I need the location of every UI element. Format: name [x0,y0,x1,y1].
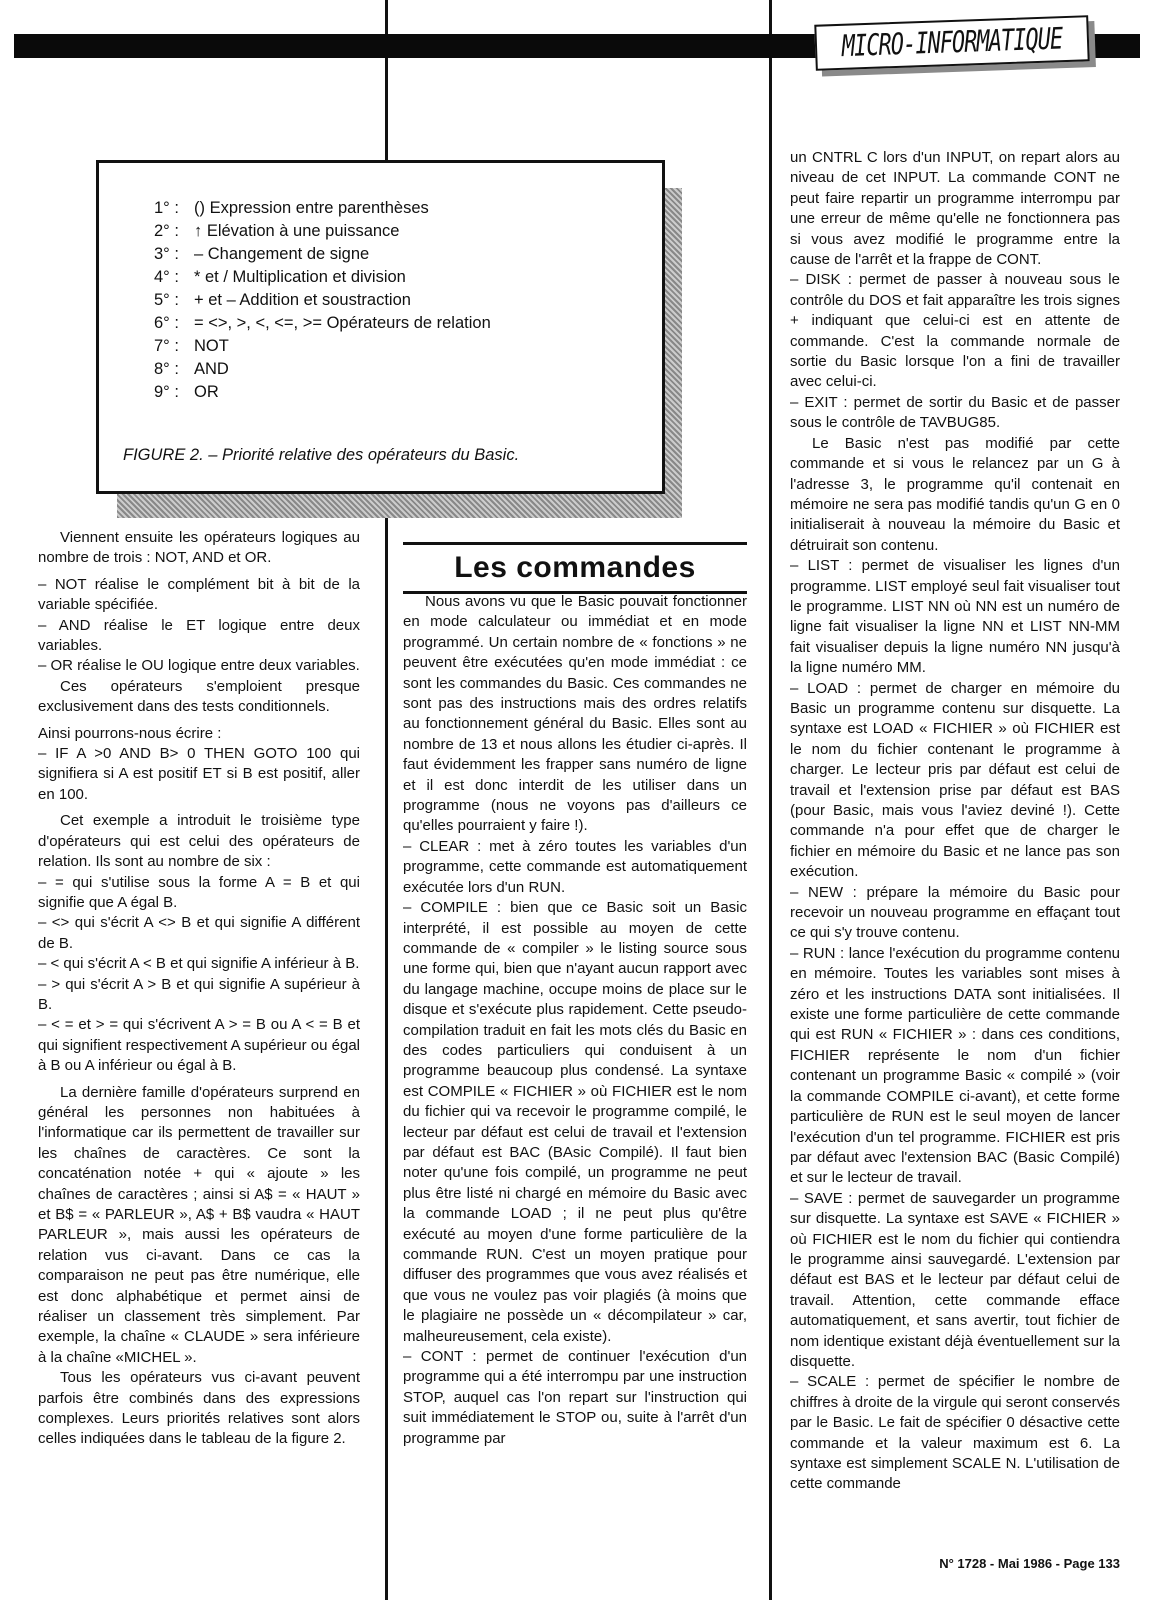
figure-2-box [96,160,665,494]
paragraph: – SAVE : permet de sauvegarder un programme sur disquette. La syntaxe est SAVE « FICHIER » où FICHIER est le nom du fichier qui contiendra le programme ainsi sauvegardé. L'extension par défaut est BAS et le lecteur par défaut celui de travail. Attention, cette commande efface automatiquement, et sans avertir, tout fichier de nom identique existant déjà éventuellement sur la disquette. [790,1189,1120,1370]
middle-column [403,592,747,1449]
paragraph: La dernière famille d'opérateurs surprend en général les personnes non habituées à l'informatique car ils permettent de travailler sur les chaînes de caractères. Ce sont la concaténation notée + qui « ajoute » les chaînes de caractères ; ainsi si A$ = « HAUT » et B$ = « PARLEUR », A$ + B$ vaudra « HAUT PARLEUR », mais aussi les opérateurs de relation vus ci-avant. Dans ce cas la comparaison ne peut pas être numérique, elle est donc alphabétique et permet ainsi de réaliser un classement très simplement. Par exemple, la chaîne « CLAUDE » sera inférieure à la chaîne «MICHEL ». [38,1083,360,1366]
paragraph: Viennent ensuite les opérateurs logiques au nombre de trois : NOT, AND et OR. [38,529,360,567]
paragraph: – IF A >0 AND B> 0 THEN GOTO 100 qui signifiera si A est positif ET si B est positif, aller en 100. [38,745,360,803]
paragraph: – NOT réalise le complément bit à bit de la variable spécifiée. [38,575,360,614]
priority-row: 6° : = <>, >, <, <=, >= Opérateurs de relation [154,314,491,332]
paragraph: – LIST : permet de visualiser les lignes d'un programme. LIST employé seul fait visualiser tout le programme. LIST NN où NN est un numéro de ligne fait visualiser la ligne NN et LIST NN-MM fait visualiser depuis la ligne numéro NN jusqu'à la ligne numéro MM. [790,557,1120,677]
left-column [38,528,360,1450]
paragraph: – EXIT : permet de sortir du Basic et de passer sous le contrôle de TAVBUG85. [790,393,1120,432]
paragraph: – CLEAR : met à zéro toutes les variables d'un programme, cette commande est automatiquement exécutée lors d'un RUN. [403,837,747,896]
priority-row: 3° : – Changement de signe [154,245,370,263]
paragraph: Ainsi pourrons-nous écrire : [38,724,222,742]
paragraph: Cet exemple a introduit le troisième type d'opérateurs qui est celui des opérateurs de relation. Ils sont au nombre de six : [38,812,360,871]
paragraph: – AND réalise le ET logique entre deux variables. [38,616,360,655]
paragraph: Nous avons vu que le Basic pouvait fonctionner en mode calculateur ou immédiat et en mode programmé. Un certain nombre de « fonctions » ne peuvent être exécutées qu'en mode immédiat : ce sont les commandes du Basic. Ces commandes ne sont pas des instructions mais des ordres relatifs au fonctionnement général du Basic. Elles sont au nombre de 13 et nous allons les étudier ci-après. Il faut évidemment les frapper sans numéro de ligne et il est donc interdit de les utiliser dans un programme (nous ne voyons pas d'ailleurs ce qu'elles pourraient y faire !). [403,593,747,835]
paragraph: – LOAD : permet de charger en mémoire du Basic un programme contenu sur disquette. La syntaxe est LOAD « FICHIER » où FICHIER est le nom du fichier contenant le programme à charger. Le lecteur pris par défaut est celui de travail et l'extension prise par défaut est BAS (pour Basic, mais vous l'aviez deviné !). Cette commande n'a pour effet que de charger le fichier en mémoire du Basic et ne lance pas son exécution. [790,679,1120,881]
page-footer: N° 1728 - Mai 1986 - Page 133 [939,1556,1120,1571]
priority-row: 2° : ↑ Elévation à une puissance [154,222,400,240]
paragraph: – NEW : prépare la mémoire du Basic pour recevoir un nouveau programme en effaçant tout ce qui s'y trouve contenu. [790,883,1120,942]
priority-row: 8° : AND [154,360,229,378]
paragraph: Tous les opérateurs vus ci-avant peuvent parfois être combinés dans des expressions complexes. Leurs priorités relatives sont alors celles indiquées dans le tableau de la figure 2. [38,1369,360,1448]
paragraph: – OR réalise le OU logique entre deux variables. [38,657,360,675]
paragraph: – SCALE : permet de spécifier le nombre de chiffres à droite de la virgule qui seront conservés par le Basic. Le fait de spécifier 0 désactive cette commande et la valeur maximum est 6. La syntaxe est simplement SCALE N. L'utilisation de cette commande [790,1373,1120,1493]
paragraph: – CONT : permet de continuer l'exécution d'un programme qui a été interrompu par une instruction STOP, auquel cas l'on repart sur l'instruction qui suit immédiatement le STOP ou, suite à l'arrêt d'un programme par [403,1348,747,1447]
operator-priority-list [154,197,491,404]
paragraph: – DISK : permet de passer à nouveau sous le contrôle du DOS et fait apparaître les trois signes + indiquant que celui-ci est en attente de commande. C'est la commande normale de sortie du Basic lorsque l'on a fini de travailler avec celui-ci. [790,271,1120,391]
paragraph: – < = et > = qui s'écrivent A > = B ou A < = B et qui signifient respectivement A supérieur ou égal à B ou A inférieur ou égal à B. [38,1016,360,1075]
paragraph: – RUN : lance l'exécution du programme contenu en mémoire. Toutes les variables sont mises à zéro et les instructions DATA sont initialisées. Il existe une forme particulière de cette commande qui est RUN « FICHIER » : dans ces conditions, FICHIER représente le nom d'un fichier contenant un programme Basic « compilé » (voir la commande COMPILE ci-avant), et cette forme particulière de RUN est le seul moyen de lancer l'exécution d'un tel programme. FICHIER est pris par défaut avec l'extension BAC (Basic Compilé) et sur le lecteur de travail. [790,944,1120,1187]
section-logo: MICRO-INFORMATIQUE [814,15,1089,71]
paragraph: un CNTRL C lors d'un INPUT, on repart alors au niveau de cet INPUT. La commande CONT ne peut faire repartir un programme interrompu par une erreur de même qu'elle ne fonctionnera pas si vous avez modifié le programme entre la cause de l'arrêt et la frappe de CONT. [790,149,1120,269]
paragraph: – COMPILE : bien que ce Basic soit un Basic interprété, il est possible au moyen de cette commande de « compiler » le listing source sous une forme qui, bien que n'ayant aucun rapport avec du langage machine, occupe moins de place sur le disque et s'exécute plus rapidement. Cette pseudo-compilation traduit en fait les mots clés du Basic en des codes particuliers qui conduisent à un programme beaucoup plus condensé. La syntaxe est COMPILE « FICHIER » où FICHIER est le nom du fichier qui va recevoir le programme compilé, le lecteur par défaut est celui de travail et l'extension par défaut est BAC (BAsic Compilé). Il faut bien noter qu'une fois compilé, un programme ne peut plus être listé ni chargé en mémoire du Basic avec la commande LOAD ; il ne peut plus qu'être exécuté au moyen d'une forme particulière de la commande RUN. C'est un moyen pratique pour diffuser des programmes que vous avez réalisés et que vous ne voulez pas voir plagiés (à moins que le plagiaire ne possède un « décompilateur » car, malheureusement, cela existe). [403,899,747,1345]
figure-caption: FIGURE 2. – Priorité relative des opérateurs du Basic. [123,446,520,464]
paragraph: – < qui s'écrit A < B et qui signifie A inférieur à B. [38,955,360,973]
priority-row: 1° : () Expression entre parenthèses [154,199,429,217]
paragraph: – <> qui s'écrit A <> B et qui signifie A différent de B. [38,914,360,952]
paragraph: – > qui s'écrit A > B et qui signifie A supérieur à B. [38,975,360,1013]
paragraph: Le Basic n'est pas modifié par cette commande et si vous le relancez par un G à l'adresse 3, le programme qu'il contenait en mémoire ne sera pas modifié tandis qu'un G en 0 initialiserait à nouveau la mémoire du Basic et détruirait son contenu. [790,434,1120,554]
paragraph: Ces opérateurs s'emploient presque exclusivement dans des tests conditionnels. [38,677,360,716]
priority-row: 5° : + et – Addition et soustraction [154,291,411,309]
column-rule-right [769,0,772,1600]
right-column [790,148,1120,1495]
section-heading: Les commandes [403,542,747,594]
priority-row: 9° : OR [154,383,219,401]
priority-row: 7° : NOT [154,337,229,355]
priority-row: 4° : * et / Multiplication et division [154,268,406,286]
paragraph: – = qui s'utilise sous la forme A = B et qui signifie que A égal B. [38,873,360,911]
